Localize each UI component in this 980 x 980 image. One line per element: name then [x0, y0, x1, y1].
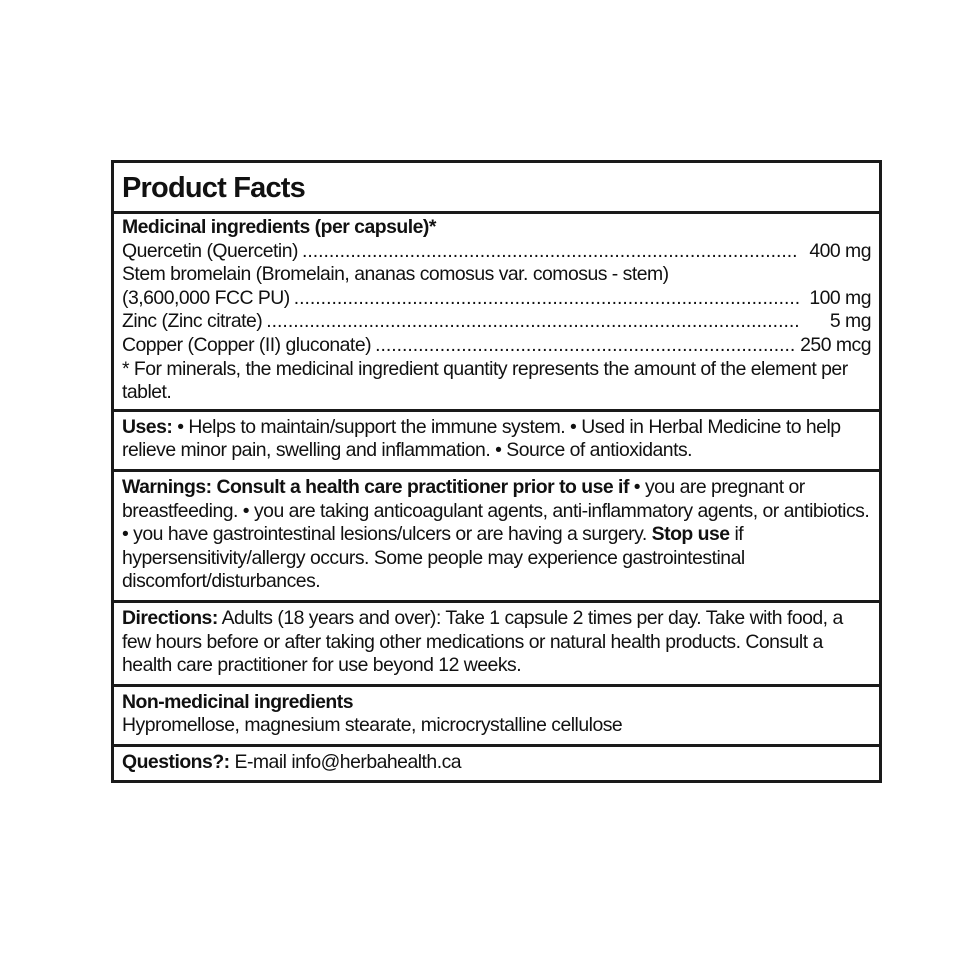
ingredient-amount: 400 mg	[809, 239, 871, 262]
ingredient-amount: 5 mg	[829, 310, 871, 333]
leader-dots	[375, 334, 796, 358]
ingredient-row	[122, 334, 871, 358]
ingredient-name: Quercetin (Quercetin)	[122, 239, 298, 262]
warnings-section	[114, 469, 879, 600]
questions-text: E-mail info@herbahealth.ca	[229, 750, 462, 773]
ingredient-amount: 100 mg	[809, 286, 871, 309]
uses-text: • Helps to maintain/support the immune system. • Used in Herbal Medicine to help relieve minor pain, swelling and inflammation. • Source of antioxidants.	[122, 415, 841, 462]
leader-dots	[294, 287, 799, 311]
directions-text: Adults (18 years and over): Take 1 capsule 2 times per day. Take with food, a few hours before or after taking other medications or natural health products. Consult a health care practitioner for use beyond 12 weeks.	[122, 606, 843, 677]
leader-dots	[266, 310, 799, 334]
ingredient-row	[122, 240, 871, 264]
medicinal-ingredients-section	[114, 211, 879, 409]
directions-section	[114, 600, 879, 684]
uses-section	[114, 409, 879, 469]
ingredient-name: Zinc (Zinc citrate)	[122, 310, 263, 333]
ingredient-name: (3,600,000 FCC PU)	[122, 286, 290, 309]
non-medicinal-heading: Non-medicinal ingredients	[122, 690, 353, 713]
warnings-text-continued: if hypersensitivity/allergy occurs. Some people may experience gastrointestinal discomfort/disturbances.	[122, 523, 745, 593]
warnings-text: • you are pregnant or breastfeeding. • you are taking anticoagulant agents, anti-inflammatory agents, or antibiotics. • you have gastrointestinal lesions/ulcers or are having a surgery.	[122, 475, 870, 546]
panel-title: Product Facts	[122, 172, 305, 204]
questions-section	[114, 744, 879, 781]
ingredient-name: Copper (Copper (II) gluconate)	[122, 333, 372, 356]
ingredient-row	[122, 310, 871, 334]
non-medicinal-section	[114, 684, 879, 744]
leader-dots	[302, 240, 799, 264]
product-facts-panel	[111, 160, 882, 783]
directions-label: Directions:	[122, 606, 218, 629]
ingredient-amount: 250 mcg	[800, 333, 871, 356]
medicinal-heading: Medicinal ingredients (per capsule)*	[122, 216, 436, 238]
minerals-footnote: * For minerals, the medicinal ingredient quantity represents the amount of the element per tablet.	[122, 357, 848, 404]
ingredient-name-line: Stem bromelain (Bromelain, ananas comosus var. comosus - stem)	[122, 263, 669, 286]
uses-label: Uses:	[122, 415, 173, 438]
stop-use-label: Stop use	[651, 523, 730, 546]
warnings-label: Warnings: Consult a health care practitioner prior to use if	[122, 475, 629, 498]
questions-label: Questions?:	[122, 750, 230, 773]
non-medicinal-text: Hypromellose, magnesium stearate, microcrystalline cellulose	[122, 714, 623, 737]
ingredient-row	[122, 287, 871, 311]
